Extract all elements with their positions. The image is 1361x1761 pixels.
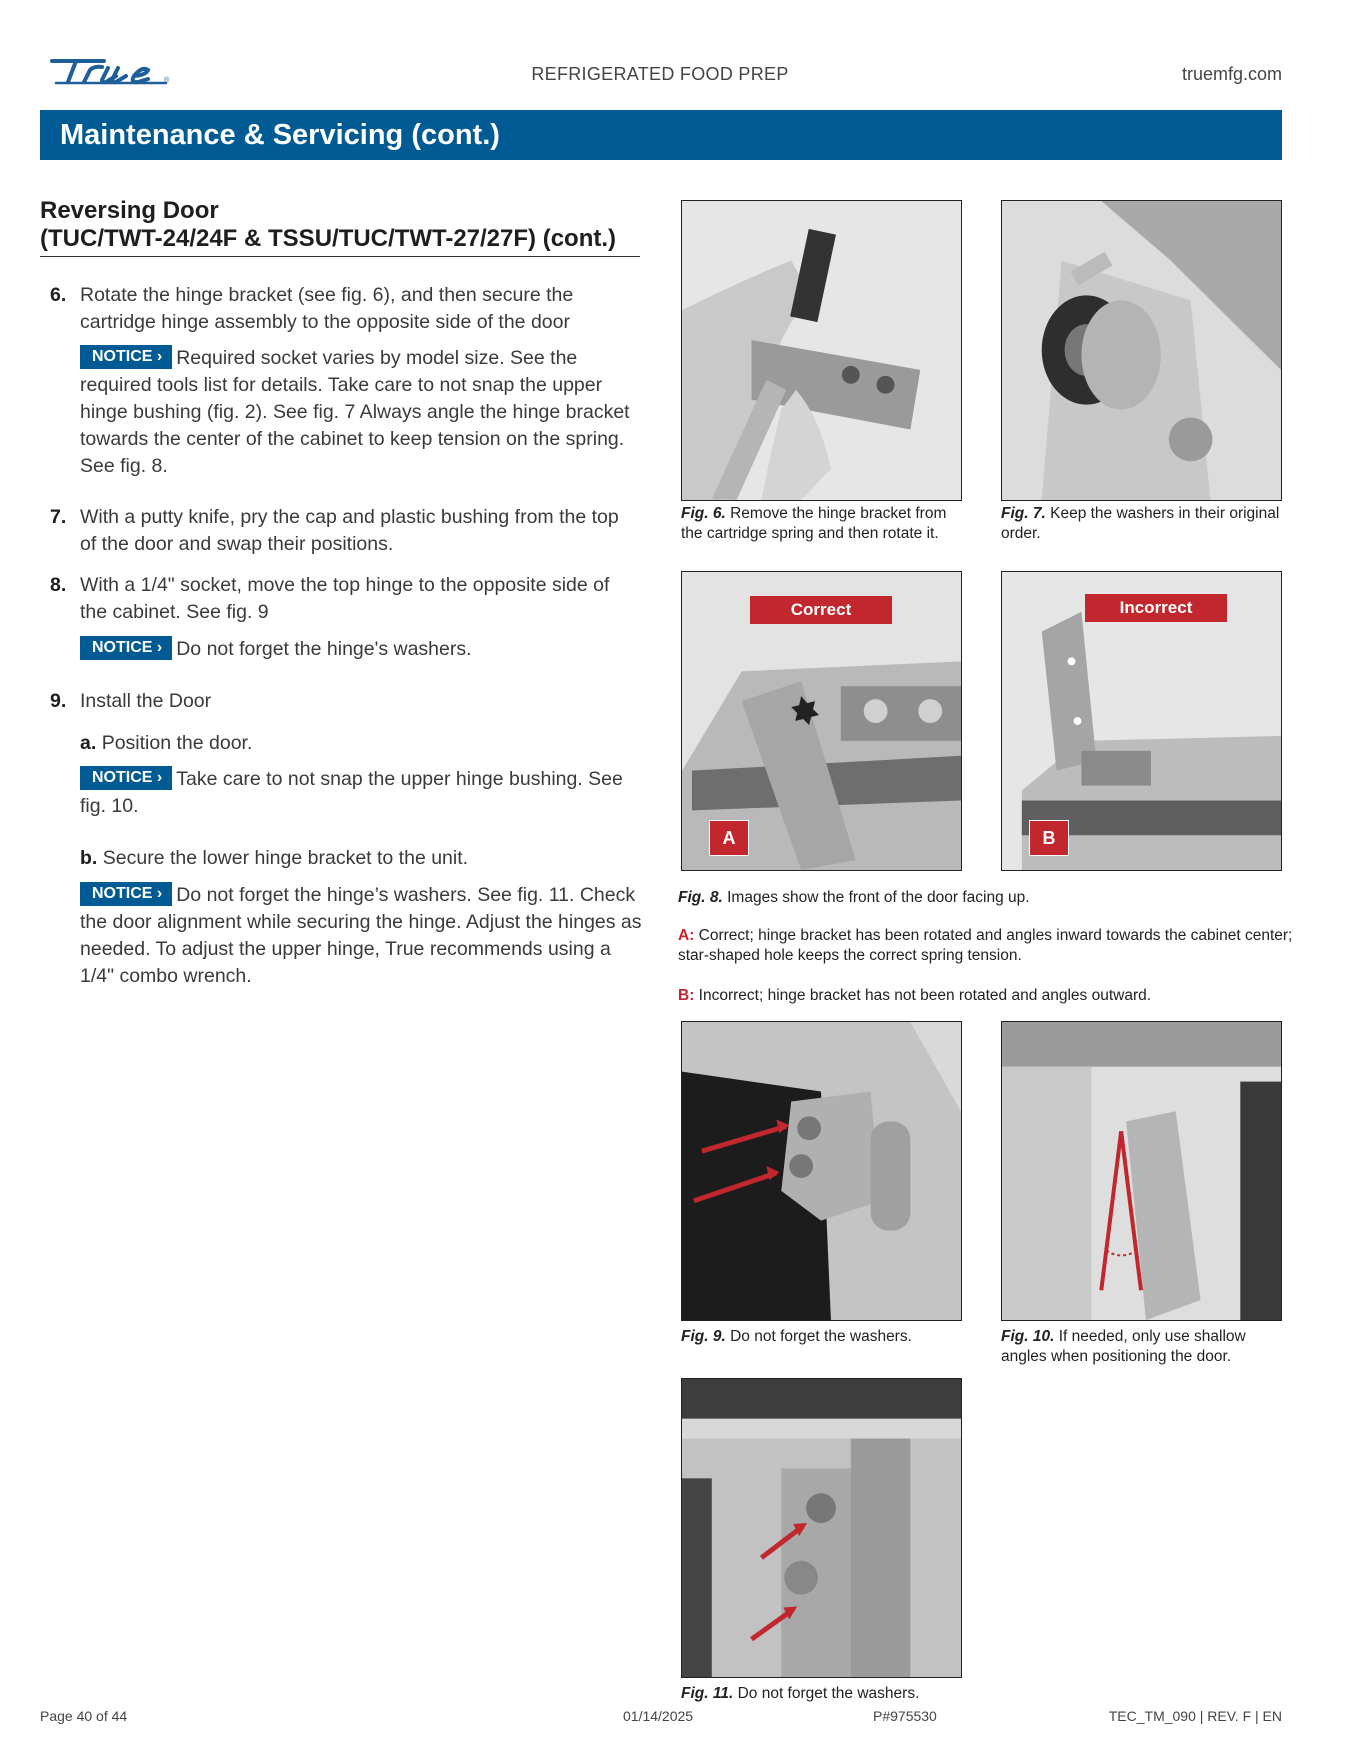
- step-7: [50, 504, 640, 558]
- notice-text: Required socket varies by model size. See the required tools list for details. Take care to not snap the upper hinge bushing (fig. 2). See fig. 7 Always angle the hinge bracket towards the center of the cabinet to keep tension on the spring. See fig. 8.: [80, 347, 630, 477]
- section-title-line2: (TUC/TWT-24/24F & TSSU/TUC/TWT-27/27F) (cont.): [40, 225, 617, 252]
- notice-text: Take care to not snap the upper hinge bushing. See fig. 10.: [80, 768, 623, 817]
- footer-part-number: P#975530: [873, 1708, 937, 1724]
- substep-a: [80, 730, 645, 757]
- notice-text: Do not forget the hinge's washers.: [176, 638, 472, 660]
- section-banner: Maintenance & Servicing (cont.): [40, 110, 1282, 160]
- fig-label: Fig. 7.: [1001, 505, 1046, 522]
- notice-badge: NOTICE ›: [80, 345, 172, 369]
- notice-step-9a: [80, 766, 645, 820]
- step-text: With a putty knife, pry the cap and plastic bushing from the top of the door and swap their positions.: [80, 506, 619, 555]
- fig-caption-text: Remove the hinge bracket from the cartridge spring and then rotate it.: [681, 505, 947, 542]
- note-text: Correct; hinge bracket has been rotated and angles inward towards the cabinet center; star-shaped hole keeps the correct spring tension.: [678, 927, 1293, 964]
- fig-8-incorrect-tag: Incorrect: [1085, 594, 1227, 622]
- footer-date: 01/14/2025: [623, 1708, 694, 1724]
- fig-8-caption: [678, 888, 1298, 908]
- section-title: [40, 197, 640, 257]
- step-text: Install the Door: [80, 690, 212, 712]
- step-text: With a 1/4" socket, move the top hinge to the opposite side of the cabinet. See fig. 9: [80, 574, 610, 623]
- registered-mark-icon: ®: [164, 77, 170, 84]
- notice-badge: NOTICE ›: [80, 636, 172, 660]
- step-8: [50, 572, 640, 626]
- note-text: Incorrect; hinge bracket has not been rotated and angles outward.: [698, 987, 1152, 1004]
- notice-badge: NOTICE ›: [80, 882, 172, 906]
- substep-text: Position the door.: [101, 732, 253, 754]
- notice-step-9b: [80, 882, 645, 990]
- fig-label: Fig. 10.: [1001, 1328, 1055, 1345]
- fig-8-note-b: [678, 986, 1298, 1006]
- fig-8-letter-b: B: [1029, 820, 1069, 856]
- fig-caption-text: Do not forget the washers.: [730, 1328, 912, 1345]
- substep-text: Secure the lower hinge bracket to the unit.: [102, 847, 469, 869]
- header-title: REFRIGERATED FOOD PREP: [531, 64, 789, 84]
- substep-label: a.: [80, 732, 97, 754]
- fig-7-caption: [1001, 504, 1291, 544]
- notice-step-6: [80, 345, 645, 480]
- fig-9-photo: [681, 1021, 962, 1321]
- notice-step-8: [80, 636, 645, 663]
- fig-label: Fig. 9.: [681, 1328, 726, 1345]
- fig-8-letter-a: A: [709, 820, 749, 856]
- step-text: Rotate the hinge bracket (see fig. 6), and then secure the cartridge hinge assembly to the opposite side of the door: [80, 284, 574, 333]
- step-6: [50, 282, 640, 336]
- note-prefix: B:: [678, 987, 695, 1004]
- section-title-line1: Reversing Door: [40, 197, 219, 224]
- step-number: 9.: [50, 690, 67, 712]
- fig-9-caption: [681, 1327, 971, 1347]
- footer-doc-id: TEC_TM_090 | REV. F | EN: [1108, 1708, 1282, 1724]
- fig-11-photo: [681, 1378, 962, 1678]
- fig-6-photo: [681, 200, 962, 501]
- fig-caption-text: Images show the front of the door facing up.: [727, 889, 1030, 906]
- fig-label: Fig. 6.: [681, 505, 726, 522]
- fig-10-photo: [1001, 1021, 1282, 1321]
- substep-label: b.: [80, 847, 98, 869]
- fig-8-note-a: [678, 926, 1298, 966]
- substep-b: [80, 845, 645, 872]
- footer-page-number: Page 40 of 44: [40, 1708, 128, 1724]
- step-number: 6.: [50, 284, 67, 306]
- fig-8-correct-tag: Correct: [750, 596, 892, 624]
- step-number: 7.: [50, 506, 67, 528]
- fig-10-caption: [1001, 1327, 1291, 1367]
- step-9: [50, 688, 640, 715]
- fig-label: Fig. 8.: [678, 889, 723, 906]
- fig-6-caption: [681, 504, 971, 544]
- note-prefix: A:: [678, 927, 695, 944]
- website-link[interactable]: truemfg.com: [1181, 64, 1282, 84]
- fig-label: Fig. 11.: [681, 1685, 734, 1702]
- fig-11-caption: [681, 1684, 971, 1704]
- fig-caption-text: Do not forget the washers.: [737, 1685, 920, 1702]
- notice-badge: NOTICE ›: [80, 766, 172, 790]
- fig-caption-text: Keep the washers in their original order.: [1001, 505, 1280, 542]
- step-number: 8.: [50, 574, 67, 596]
- fig-7-photo: [1001, 200, 1282, 501]
- fig-caption-text: If needed, only use shallow angles when positioning the door.: [1001, 1328, 1246, 1365]
- notice-text: Do not forget the hinge’s washers. See fig. 11. Check the door alignment while securing the hinge. Adjust the hinges as needed. To adjust the upper hinge, True recommends using a 1/4" combo wrench.: [80, 884, 642, 987]
